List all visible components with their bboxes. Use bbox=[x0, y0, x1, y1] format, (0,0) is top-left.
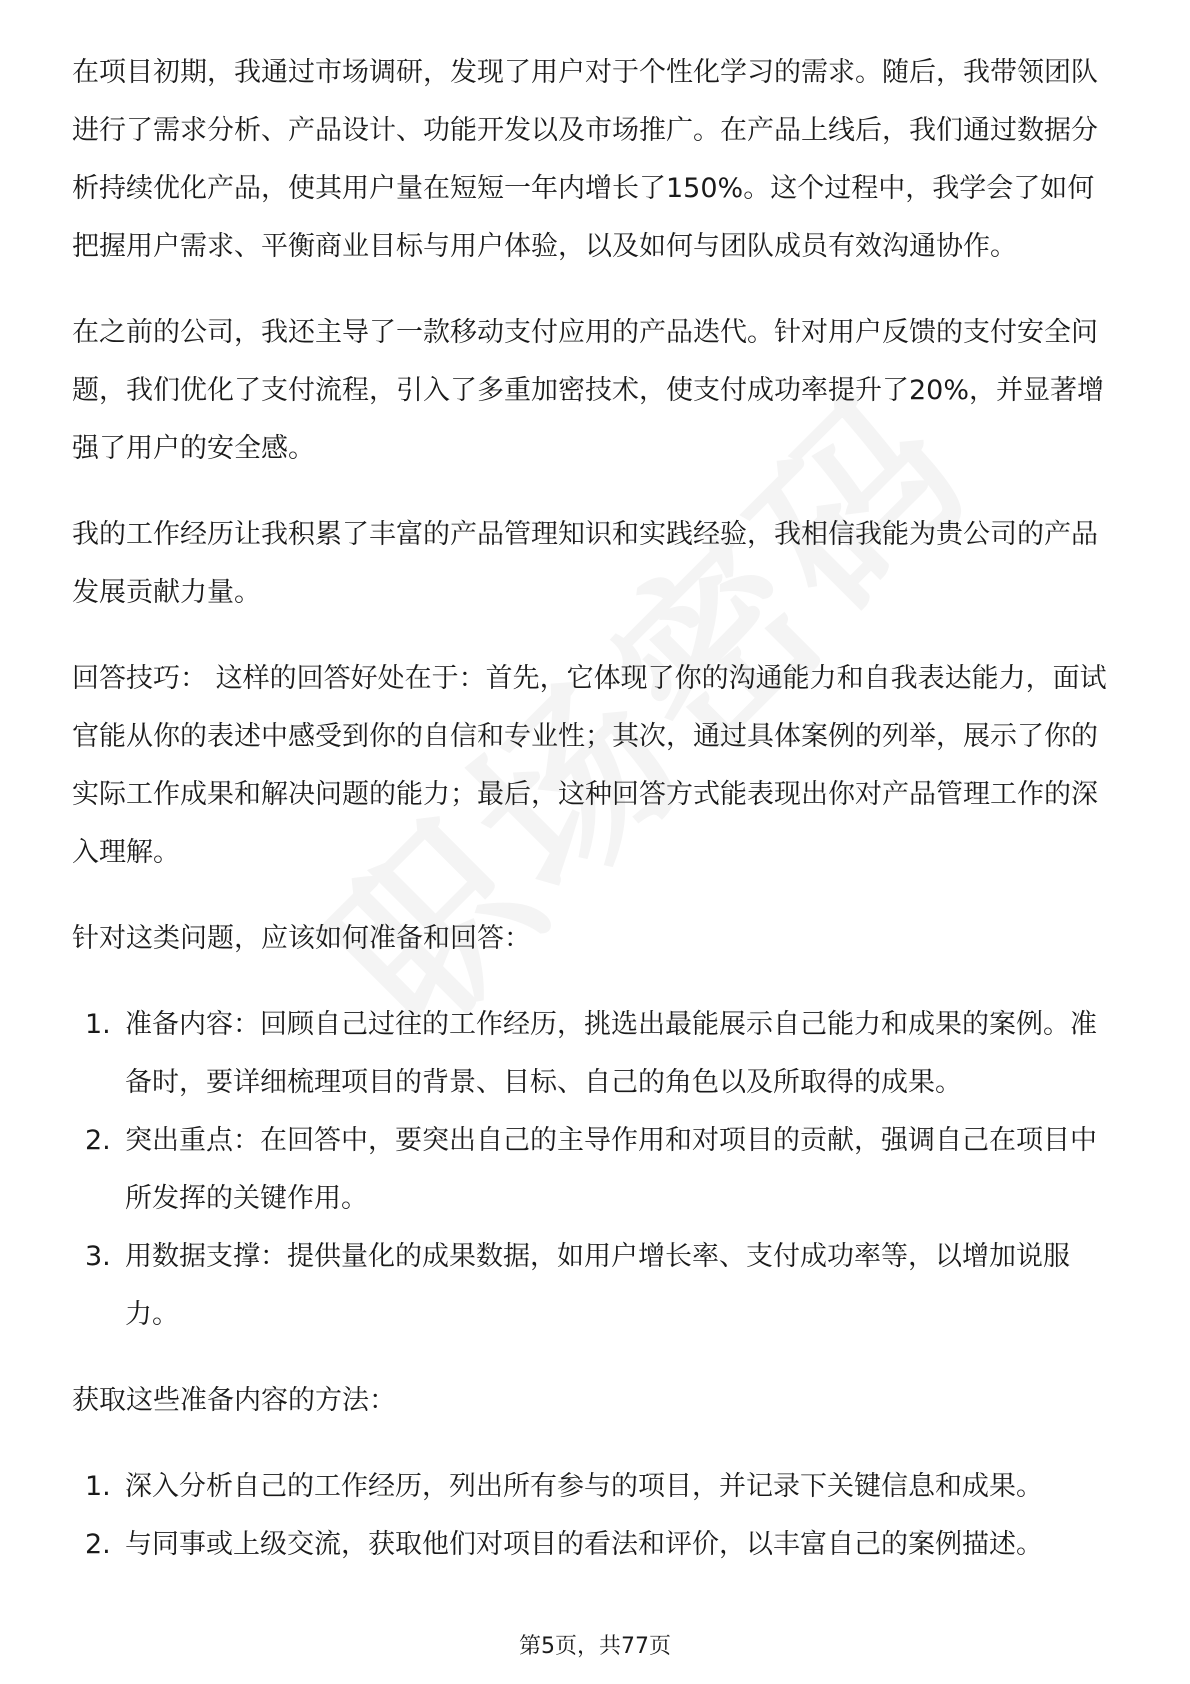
paragraph-payment-app: 在之前的公司，我还主导了一款移动支付应用的产品迭代。针对用户反馈的支付安全问题，我们优化了支付流程，引入了多重加密技术，使支付成功率提升了20%，并显著增强了用户的安全感。 bbox=[72, 317, 1105, 464]
page-number-footer: 第5页，共77页 bbox=[519, 1634, 671, 1659]
paragraph-summary: 我的工作经历让我积累了丰富的产品管理知识和实践经验，我相信我能为贵公司的产品发展贡献力量。 bbox=[72, 519, 1098, 608]
list-item-text: 用数据支撑：提供量化的成果数据，如用户增长率、支付成功率等，以增加说服力。 bbox=[125, 1241, 1070, 1330]
list-item-text: 准备内容：回顾自己过往的工作经历，挑选出最能展示自己能力和成果的案例。准备时，要详细梳理项目的背景、目标、自己的角色以及所取得的成果。 bbox=[125, 1009, 1097, 1098]
list-item-text: 突出重点：在回答中，要突出自己的主导作用和对项目的贡献，强调自己在项目中所发挥的关键作用。 bbox=[125, 1125, 1097, 1214]
list-item bbox=[72, 996, 1118, 1112]
preparation-list bbox=[72, 996, 1118, 1344]
list-item bbox=[72, 1228, 1118, 1344]
document-body bbox=[72, 44, 1118, 1574]
paragraph-methods-heading: 获取这些准备内容的方法： bbox=[72, 1385, 396, 1416]
list-item-text: 与同事或上级交流，获取他们对项目的看法和评价，以丰富自己的案例描述。 bbox=[125, 1529, 1043, 1560]
list-item-number: 1. bbox=[85, 1009, 111, 1040]
paragraph-how-to-prepare: 针对这类问题，应该如何准备和回答： bbox=[72, 923, 531, 954]
paragraph-answer-tips: 回答技巧： 这样的回答好处在于：首先，它体现了你的沟通能力和自我表达能力，面试官能从你的表述中感受到你的自信和专业性；其次，通过具体案例的列举，展示了你的实际工作成果和解决问题的能力；最后，这种回答方式能表现出你对产品管理工作的深入理解。 bbox=[72, 663, 1107, 868]
list-item-number: 1. bbox=[85, 1471, 111, 1502]
list-item-text: 深入分析自己的工作经历，列出所有参与的项目，并记录下关键信息和成果。 bbox=[125, 1471, 1043, 1502]
list-item bbox=[72, 1112, 1118, 1228]
methods-list bbox=[72, 1458, 1118, 1574]
list-item-number: 3. bbox=[85, 1241, 111, 1272]
list-item bbox=[72, 1458, 1118, 1516]
list-item-number: 2. bbox=[85, 1125, 111, 1156]
list-item bbox=[72, 1516, 1118, 1574]
list-item-number: 2. bbox=[85, 1529, 111, 1560]
paragraph-project-experience: 在项目初期，我通过市场调研，发现了用户对于个性化学习的需求。随后，我带领团队进行了需求分析、产品设计、功能开发以及市场推广。在产品上线后，我们通过数据分析持续优化产品，使其用户量在短短一年内增长了150%。这个过程中，我学会了如何把握用户需求、平衡商业目标与用户体验，以及如何与团队成员有效沟通协作。 bbox=[72, 57, 1098, 262]
